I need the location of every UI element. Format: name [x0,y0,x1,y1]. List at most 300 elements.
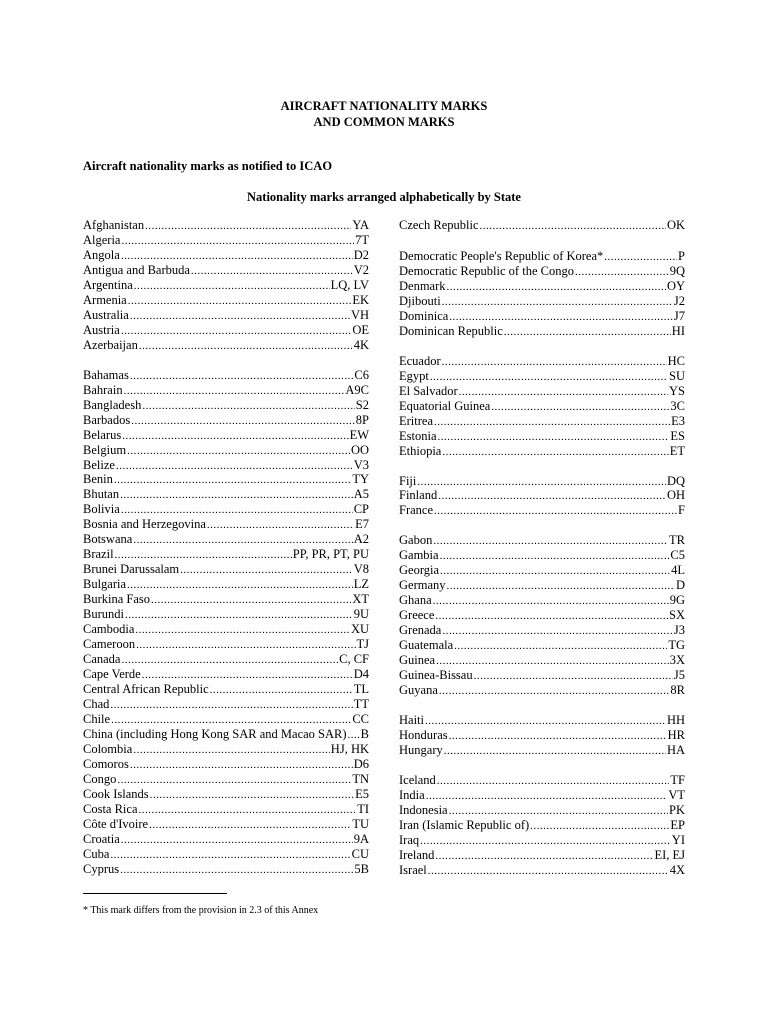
state-name: Cambodia [83,622,135,637]
state-name: Argentina [83,277,133,292]
nationality-mark: LQ, LV [330,277,369,292]
state-name: Fiji [399,473,417,488]
list-item [83,323,369,338]
nationality-mark: A9C [345,382,369,397]
state-name: Ghana [399,593,432,608]
dot-leader [136,638,355,652]
list-item [399,249,685,264]
list-item [83,742,369,757]
dot-leader [480,219,666,233]
right-column-list [399,218,685,878]
list-item [83,517,369,532]
dot-leader [115,548,292,562]
state-name: Belize [83,457,115,472]
nationality-mark: TI [357,801,369,816]
nationality-mark: V2 [353,262,369,277]
state-name: Angola [83,247,120,262]
state-name: Dominica [399,308,449,323]
nationality-mark: P [678,248,685,263]
nationality-mark: HJ, HK [330,741,369,756]
dot-leader [122,429,348,443]
nationality-mark: TT [353,697,369,711]
state-name: Ecuador [399,353,441,368]
list-item [83,862,369,877]
dot-leader [121,833,353,847]
dot-leader [437,774,670,788]
list-item [83,622,369,637]
nationality-mark: C, CF [339,652,369,667]
list-item [399,608,685,623]
state-name: Burundi [83,607,124,622]
nationality-mark: D [675,578,685,593]
nationality-mark: YA [352,218,369,232]
nationality-mark: CC [352,711,369,726]
nationality-mark: TR [669,533,685,548]
state-name: Belgium [83,442,127,457]
state-name: Costa Rica [83,801,138,816]
list-item [83,592,369,607]
list-item [83,428,369,443]
list-item [83,637,369,652]
list-item [399,668,685,683]
section-heading: Nationality marks arranged alphabetically by State [247,190,521,204]
dot-leader [438,489,666,503]
nationality-mark: TU [352,816,369,831]
list-item [83,787,369,802]
state-name: Finland [399,488,438,503]
list-item [399,444,685,459]
state-name: Guinea [399,653,436,668]
dot-leader [142,399,354,413]
list-item [83,248,369,263]
state-name: Antigua and Barbuda [83,262,190,277]
state-name: Democratic Republic of the Congo [399,263,574,278]
dot-leader [117,773,351,787]
state-name: Honduras [399,727,448,742]
state-name: Cameroon [83,637,136,652]
subheading: Aircraft nationality marks as notified to ICAO [83,159,333,173]
state-name: Chad [83,697,110,711]
list-item [83,263,369,278]
dot-leader [442,624,673,638]
dot-leader [459,385,668,399]
nationality-mark: V8 [353,562,369,577]
list-item [83,308,369,323]
dot-leader [426,789,668,803]
list-item [83,772,369,787]
state-name: Iraq [399,832,420,847]
nationality-mark: 9U [353,607,369,622]
dot-leader [114,473,351,487]
nationality-mark: J2 [673,293,685,308]
nationality-mark: LZ [353,577,369,592]
state-name: Czech Republic [399,218,479,232]
dot-leader [442,445,668,459]
list-item [83,458,369,473]
dot-leader [447,280,666,294]
nationality-mark: HA [666,742,685,757]
state-name: Bulgaria [83,577,127,592]
dot-leader [434,504,677,518]
nationality-mark: 4K [353,337,369,352]
dot-leader [120,488,353,502]
nationality-mark: 4L [671,563,685,578]
state-name: Austria [83,322,120,337]
state-name: Central African Republic [83,682,209,697]
dot-leader [151,593,351,607]
dot-leader [438,430,670,444]
nationality-mark: J7 [673,308,685,323]
nationality-mark: EK [352,292,369,307]
dot-leader [435,609,668,623]
nationality-mark: EP [670,817,685,832]
dot-leader [133,743,329,757]
list-item [83,487,369,502]
list-item [83,817,369,832]
dot-leader [417,475,666,489]
dot-leader [149,818,351,832]
dot-leader [530,819,669,833]
dot-leader [440,564,670,578]
dot-leader [491,400,669,414]
nationality-mark: 9A [353,831,369,846]
list-item [399,833,685,848]
list-item [399,578,685,593]
state-name: Gabon [399,533,433,548]
dot-leader [135,623,350,637]
dot-leader [504,325,671,339]
list-item [83,338,369,353]
list-item [83,383,369,398]
dot-leader [454,639,667,653]
left-column-list [83,218,369,877]
nationality-mark: TG [668,638,685,653]
dot-leader [425,714,666,728]
dot-leader [133,533,352,547]
dot-leader [145,219,351,233]
state-name: Côte d'Ivoire [83,816,149,831]
nationality-mark: 8R [670,683,685,698]
state-name: Congo [83,771,117,786]
dot-leader [111,713,351,727]
list-item [83,727,369,742]
state-name: Hungary [399,742,443,757]
list-item [399,548,685,563]
title-line-2: AND COMMON MARKS [313,115,455,129]
list-item [399,848,685,863]
nationality-mark: 9G [669,593,685,608]
state-name: France [399,503,434,518]
dot-leader [139,803,357,817]
nationality-mark: OY [666,278,685,293]
nationality-mark: D2 [353,247,369,262]
dot-leader [120,863,353,877]
state-name: Comoros [83,756,129,771]
nationality-mark: 5B [354,861,369,876]
state-name: Haiti [399,713,424,727]
dot-leader [121,653,338,667]
nationality-mark: VH [350,307,369,322]
list-item [83,802,369,817]
list-item [399,309,685,324]
nationality-mark: C5 [670,548,685,563]
dot-leader [420,834,671,848]
state-name: Colombia [83,741,133,756]
list-item [399,218,685,233]
nationality-mark: 3C [670,398,685,413]
state-name: Barbados [83,412,131,427]
dot-leader [124,384,345,398]
state-name: Bangladesh [83,397,142,412]
list-item [83,757,369,772]
list-item [83,368,369,383]
nationality-mark: SU [669,368,685,383]
state-name: Estonia [399,428,437,443]
nationality-mark: J5 [673,668,685,683]
dot-leader [121,503,353,517]
list-item [399,354,685,369]
nationality-mark: HR [667,727,685,742]
dot-leader [433,594,669,608]
list-item [399,818,685,833]
state-name: Georgia [399,563,440,578]
nationality-mark: 9Q [669,263,685,278]
dot-leader [130,309,350,323]
dot-leader [449,804,668,818]
state-name: Bolivia [83,502,120,517]
list-item [399,713,685,728]
dot-leader [150,788,354,802]
nationality-mark: EI, EJ [654,847,685,862]
state-name: Denmark [399,278,446,293]
nationality-mark: ET [669,443,685,458]
nationality-mark: DQ [666,473,685,488]
state-name: Germany [399,578,446,593]
state-name: Bosnia and Herzegovina [83,517,206,532]
state-name: India [399,787,425,802]
state-name: Bhutan [83,487,120,502]
list-item [399,638,685,653]
state-name: Gambia [399,548,439,563]
state-name: Australia [83,307,129,322]
dot-leader [121,249,353,263]
nationality-mark: A5 [353,487,369,502]
dot-leader [433,534,668,548]
dot-leader [130,369,354,383]
dot-leader [449,310,673,324]
nationality-mark: XT [352,592,369,607]
dot-leader [447,579,675,593]
list-item [83,832,369,847]
list-item [399,683,685,698]
state-name: Afghanistan [83,218,145,232]
nationality-mark: B [360,726,369,741]
dot-leader [439,684,670,698]
state-name: Guatemala [399,638,454,653]
nationality-mark: OE [352,322,369,337]
list-item [83,547,369,562]
list-item [83,712,369,727]
list-item [83,443,369,458]
list-item [83,398,369,413]
nationality-mark: A2 [353,532,369,547]
list-item [399,863,685,878]
list-item [83,562,369,577]
dot-leader [127,578,353,592]
dot-leader [474,669,673,683]
nationality-mark: YI [671,832,685,847]
state-name: Botswana [83,532,133,547]
state-name: Cuba [83,846,110,861]
nationality-mark: TN [352,771,369,786]
dot-leader [430,370,668,384]
footnote-divider [83,893,227,894]
list-item [83,278,369,293]
nationality-mark: D6 [353,756,369,771]
state-name: China (including Hong Kong SAR and Macao SAR) [83,726,347,741]
state-name: Bahrain [83,382,123,397]
state-name: Iceland [399,772,436,787]
state-name: Indonesia [399,802,448,817]
state-name: Eritrea [399,413,434,428]
nationality-mark: 4X [669,862,685,877]
list-item [83,293,369,308]
nationality-mark: 7T [355,232,369,247]
state-name: Armenia [83,292,127,307]
state-name: Djibouti [399,293,441,308]
state-name: Algeria [83,232,121,247]
list-item [83,532,369,547]
dot-leader [127,444,350,458]
list-item [399,788,685,803]
nationality-mark: PP, PR, PT, PU [292,547,369,562]
nationality-mark: TY [352,472,369,487]
nationality-mark: ES [670,428,685,443]
list-item [83,233,369,248]
nationality-mark: D4 [353,667,369,682]
list-item [399,653,685,668]
list-item [399,623,685,638]
nationality-mark: TL [353,682,369,697]
list-item [399,803,685,818]
state-name: Brunei Darussalam [83,562,180,577]
list-item [399,728,685,743]
state-name: Burkina Faso [83,592,151,607]
nationality-mark: F [678,503,685,518]
nationality-mark: C6 [354,367,369,382]
dot-leader [442,295,673,309]
state-name: Ethiopia [399,443,442,458]
list-item [399,563,685,578]
dot-leader [121,234,354,248]
dot-leader [444,744,666,758]
state-name: Croatia [83,831,120,846]
list-item [399,384,685,399]
state-name: Cape Verde [83,667,141,682]
nationality-mark: S2 [355,397,369,412]
list-item [399,488,685,503]
dot-leader [116,459,353,473]
nationality-mark: OH [666,488,685,503]
list-item [83,697,369,712]
state-name: Equatorial Guinea [399,398,491,413]
list-item [83,607,369,622]
list-item [83,218,369,233]
nationality-mark: SX [669,608,685,623]
nationality-mark: HI [671,323,685,338]
dot-leader [134,279,330,293]
dot-leader [191,264,353,278]
dot-leader [180,563,353,577]
nationality-mark: 3X [669,653,685,668]
list-item [83,413,369,428]
dot-leader [449,729,667,743]
dot-leader [210,683,353,697]
state-name: Bahamas [83,367,129,382]
list-item [83,667,369,682]
nationality-mark: E3 [671,413,685,428]
state-name: Belarus [83,427,122,442]
nationality-mark: OK [666,218,685,232]
nationality-mark: HC [667,353,685,368]
list-item [399,279,685,294]
nationality-mark: CU [351,846,369,861]
dot-leader [207,518,354,532]
nationality-mark: YS [669,383,685,398]
nationality-mark: E5 [355,786,369,801]
state-name: Israel [399,862,427,877]
list-item [83,577,369,592]
list-item [399,429,685,444]
list-item [83,472,369,487]
list-item [399,773,685,788]
dot-leader [131,414,355,428]
dot-leader [436,654,669,668]
list-item [399,294,685,309]
state-name: Cyprus [83,861,120,876]
list-item [399,264,685,279]
state-name: El Salvador [399,383,458,398]
list-item [83,502,369,517]
nationality-mark: PK [669,802,685,817]
dot-leader [125,608,353,622]
dot-leader [130,758,353,772]
state-name: Canada [83,652,121,667]
state-name: Ireland [399,847,435,862]
list-item [399,593,685,608]
dot-leader [428,864,669,878]
dot-leader [348,728,360,742]
state-name: Azerbaijan [83,337,138,352]
list-item [399,533,685,548]
state-name: Benin [83,472,113,487]
dot-leader [604,250,677,264]
title-line-1: AIRCRAFT NATIONALITY MARKS [280,99,488,113]
list-item [399,369,685,384]
dot-leader [110,848,350,862]
state-name: Iran (Islamic Republic of) [399,817,530,832]
list-item [399,503,685,518]
list-item [399,324,685,339]
dot-leader [121,324,352,338]
dot-leader [575,265,669,279]
nationality-mark: E7 [355,517,369,532]
nationality-mark: EW [349,427,369,442]
list-item [399,414,685,429]
footnote: * This mark differs from the provision in 2.3 of this Annex [83,905,319,916]
dot-leader [139,339,353,353]
nationality-mark: TJ [356,637,369,652]
